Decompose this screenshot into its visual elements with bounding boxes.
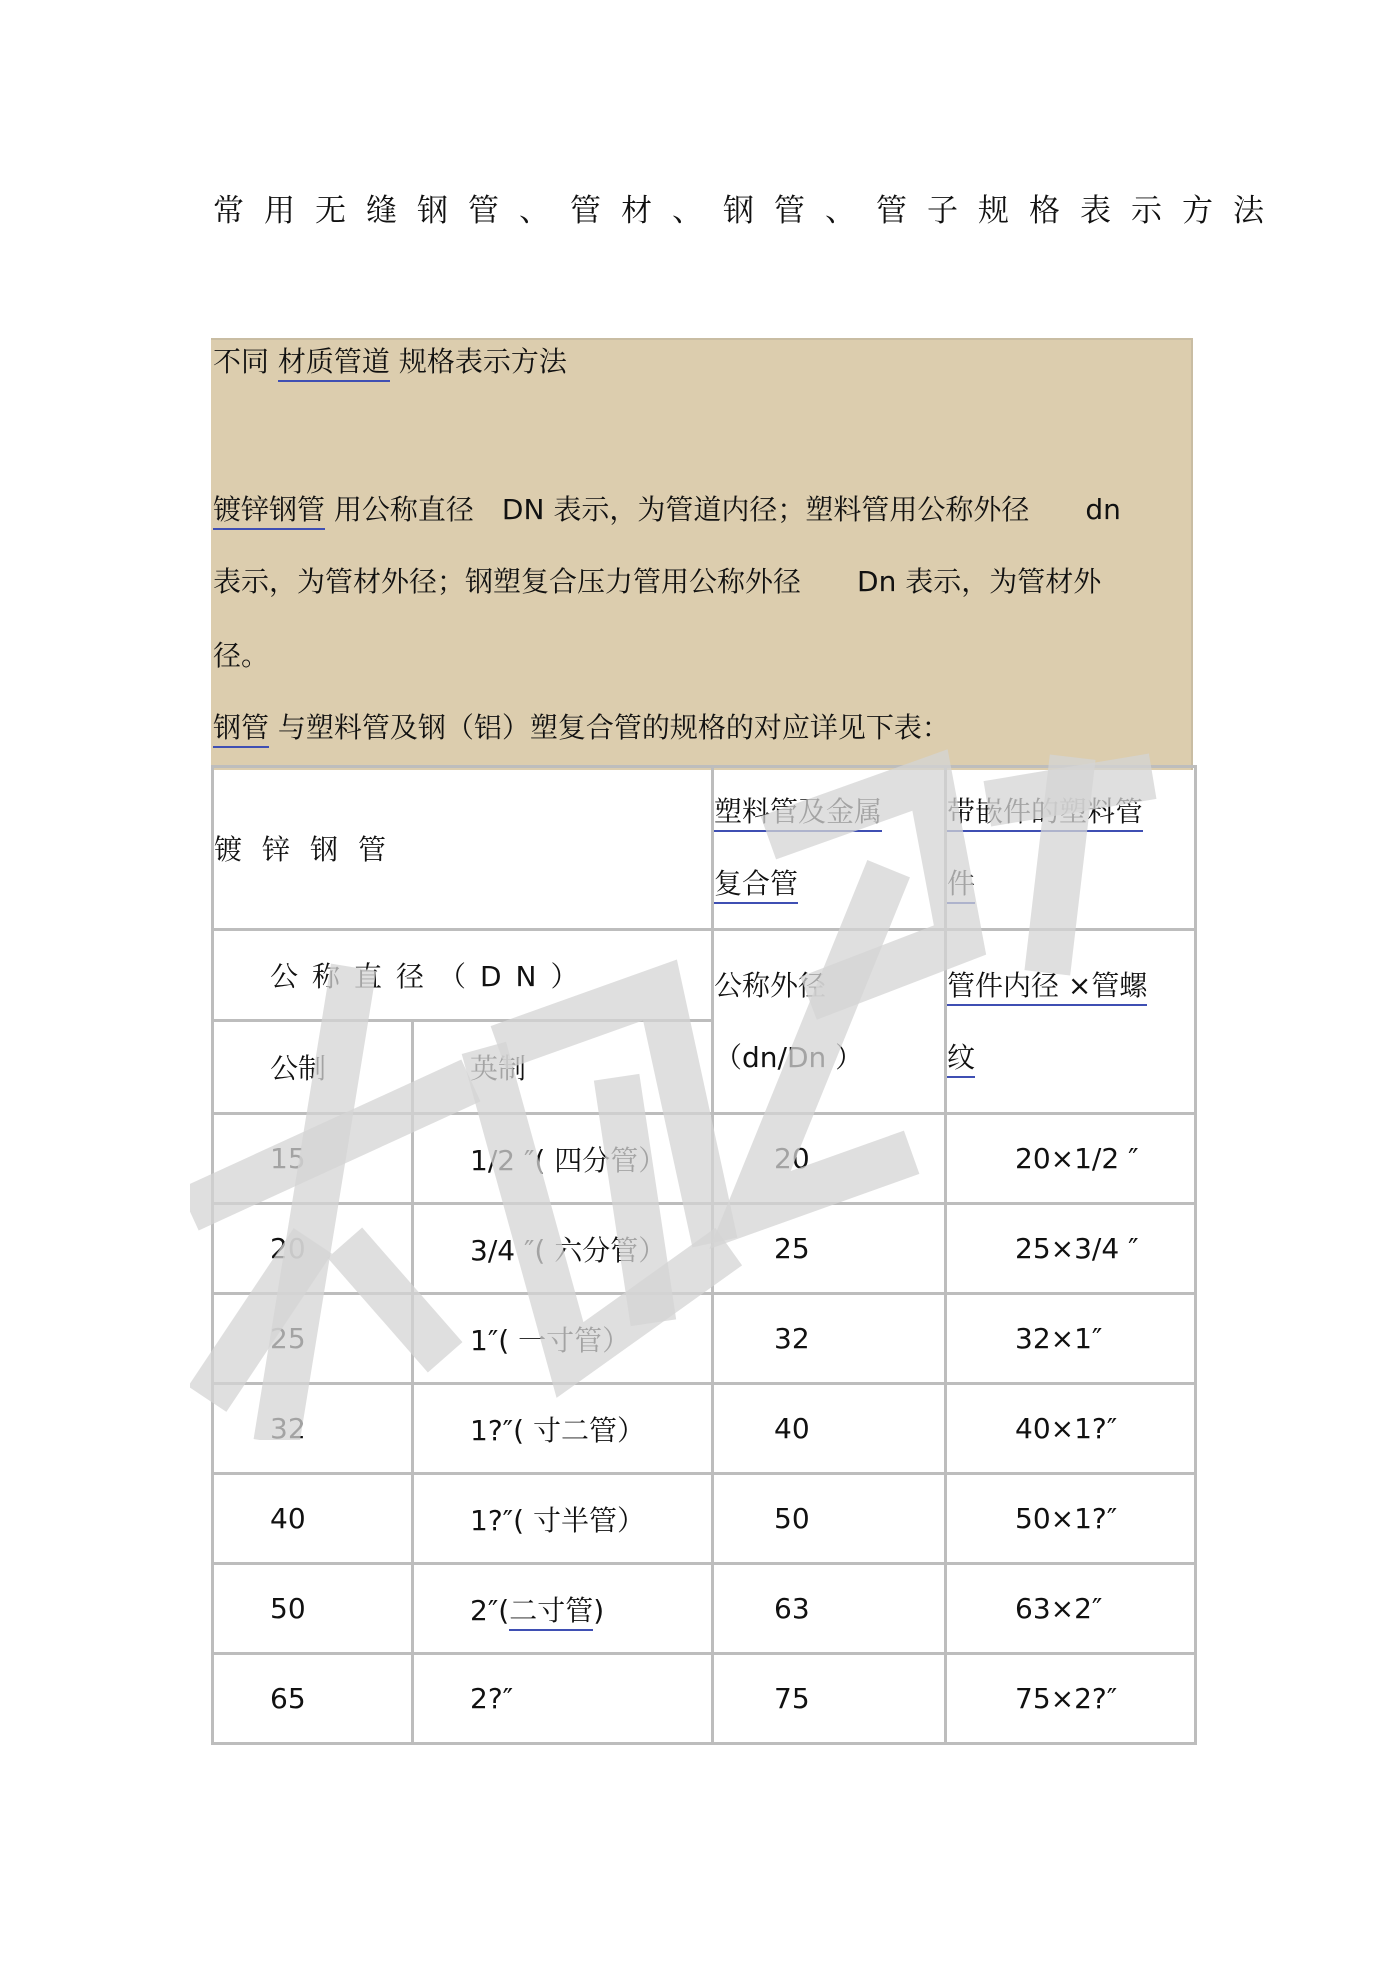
- outer-cell: [713, 1474, 946, 1564]
- table-row: [213, 1474, 1196, 1564]
- metric-header-cell: [213, 1021, 413, 1114]
- heading-suffix: 规格表示方法: [398, 345, 567, 378]
- plastic-composite-link-1[interactable]: 塑料管及金属: [714, 795, 882, 832]
- embedded-fitting-link-1[interactable]: 带嵌件的塑料管: [947, 795, 1143, 832]
- fitting-cell: [946, 1204, 1196, 1294]
- table-row: [213, 1564, 1196, 1654]
- outer-cell: [713, 1294, 946, 1384]
- outer-diameter-label: 公称外径: [714, 968, 827, 1002]
- fitting-value: 40×1?″: [1015, 1412, 1118, 1445]
- outer-cell: [713, 1204, 946, 1294]
- intro-paragraph-line2: 表示，为管材外径；钢塑复合压力管用公称外径 Dn 表示，为管材外: [213, 565, 1102, 598]
- metric-cell: [213, 1294, 413, 1384]
- fitting-value: 50×1?″: [1015, 1502, 1118, 1535]
- metric-value: 25: [270, 1322, 306, 1355]
- imperial-header: 英制: [470, 1052, 527, 1085]
- metric-cell: [213, 1384, 413, 1474]
- fitting-cell: [946, 1384, 1196, 1474]
- imperial-cell: [413, 1384, 713, 1474]
- imperial-value: 3/4 ″( 六分管）: [470, 1233, 667, 1267]
- imperial-value: 1/2 ″( 四分管）: [470, 1143, 667, 1177]
- outer-value: 75: [774, 1682, 810, 1715]
- intro-paragraph-line1: [213, 488, 1121, 528]
- fitting-cell: [946, 1564, 1196, 1654]
- metric-cell: [213, 1654, 413, 1744]
- metric-value: 32: [270, 1412, 306, 1445]
- outer-cell: [713, 1654, 946, 1744]
- metric-value: 40: [270, 1502, 306, 1535]
- imperial-cell: [413, 1564, 713, 1654]
- table-row: [213, 1294, 1196, 1384]
- outer-value: 32: [774, 1322, 810, 1355]
- nominal-dn-header: 公称直径（DN）: [270, 960, 593, 993]
- imperial-value: 1?″( 寸二管）: [470, 1413, 645, 1447]
- caption-text: 与塑料管及钢（铝）塑复合管的规格的对应详见下表：: [277, 711, 950, 744]
- metric-cell: [213, 1474, 413, 1564]
- imperial-value: 1″( 一寸管）: [470, 1323, 631, 1357]
- plastic-composite-link-2[interactable]: 复合管: [714, 867, 798, 904]
- metric-value: 65: [270, 1682, 306, 1715]
- heading-prefix: 不同: [213, 345, 270, 378]
- galvanized-header: 镀锌钢管: [214, 833, 407, 866]
- imperial-suffix: ): [593, 1593, 605, 1627]
- nominal-dn-cell: [213, 930, 713, 1021]
- steel-pipe-link[interactable]: 钢管: [213, 711, 269, 748]
- metric-cell: [213, 1114, 413, 1204]
- fitting-value: 32×1″: [1015, 1322, 1103, 1355]
- fitting-thread-link-2[interactable]: 纹: [947, 1041, 975, 1078]
- metric-header: 公制: [270, 1052, 327, 1085]
- intro-paragraph-line3: 径。: [213, 639, 270, 672]
- metric-cell: [213, 1564, 413, 1654]
- document-title: 常用无缝钢管、管材、钢管、管子规格表示方法: [213, 193, 1284, 229]
- outer-diameter-unit: （dn/Dn ）: [714, 1040, 864, 1074]
- imperial-value: 1?″( 寸半管）: [470, 1503, 645, 1537]
- two-inch-pipe-link[interactable]: 二寸管: [509, 1594, 593, 1631]
- table-row: [213, 1114, 1196, 1204]
- table-row: [213, 1654, 1196, 1744]
- outer-diameter-cell: [713, 930, 946, 1114]
- fitting-value: 75×2?″: [1015, 1682, 1118, 1715]
- imperial-cell: [413, 1294, 713, 1384]
- imperial-header-cell: [413, 1021, 713, 1114]
- pipe-spec-table: [211, 765, 1197, 1745]
- fitting-value: 20×1/2 ″: [1015, 1142, 1139, 1175]
- outer-cell: [713, 1384, 946, 1474]
- imperial-cell: [413, 1654, 713, 1744]
- outer-value: 40: [774, 1412, 810, 1445]
- fitting-cell: [946, 1654, 1196, 1744]
- table-row: [213, 1384, 1196, 1474]
- imperial-cell: [413, 1474, 713, 1564]
- metric-cell: [213, 1204, 413, 1294]
- embedded-header-cell: [946, 767, 1196, 930]
- paragraph-text: 用公称直径 DN 表示，为管道内径；塑料管用公称外径 dn: [333, 493, 1121, 526]
- intro-heading: [213, 340, 567, 380]
- imperial-value: [414, 1594, 604, 1627]
- outer-value: 50: [774, 1502, 810, 1535]
- imperial-prefix: 2″(: [470, 1593, 510, 1627]
- embedded-fitting-link-2[interactable]: 件: [947, 867, 975, 904]
- metric-value: 20: [270, 1232, 306, 1265]
- imperial-cell: [413, 1114, 713, 1204]
- imperial-cell: [413, 1204, 713, 1294]
- fitting-value: 25×3/4 ″: [1015, 1232, 1139, 1265]
- table-row: [213, 1204, 1196, 1294]
- outer-cell: [713, 1564, 946, 1654]
- outer-value: 20: [774, 1142, 810, 1175]
- fitting-cell: [946, 1114, 1196, 1204]
- imperial-value: 2?″: [470, 1682, 514, 1715]
- table-header-row: [213, 767, 1196, 930]
- fitting-cell: [946, 1294, 1196, 1384]
- outer-value: 63: [774, 1592, 810, 1625]
- outer-value: 25: [774, 1232, 810, 1265]
- fitting-thread-link-1[interactable]: 管件内径 ×管螺: [947, 969, 1147, 1006]
- fitting-value: 63×2″: [1015, 1592, 1103, 1625]
- plastic-header-cell: [713, 767, 946, 930]
- table-subheader-row: [213, 930, 1196, 1021]
- fitting-thread-cell: [946, 930, 1196, 1114]
- table-caption: [213, 706, 950, 746]
- outer-cell: [713, 1114, 946, 1204]
- fitting-cell: [946, 1474, 1196, 1564]
- galvanized-header-cell: [213, 767, 713, 930]
- galvanized-pipe-link[interactable]: 镀锌钢管: [213, 493, 325, 530]
- metric-value: 15: [270, 1142, 306, 1175]
- material-pipe-link[interactable]: 材质管道: [278, 345, 390, 382]
- metric-value: 50: [270, 1592, 306, 1625]
